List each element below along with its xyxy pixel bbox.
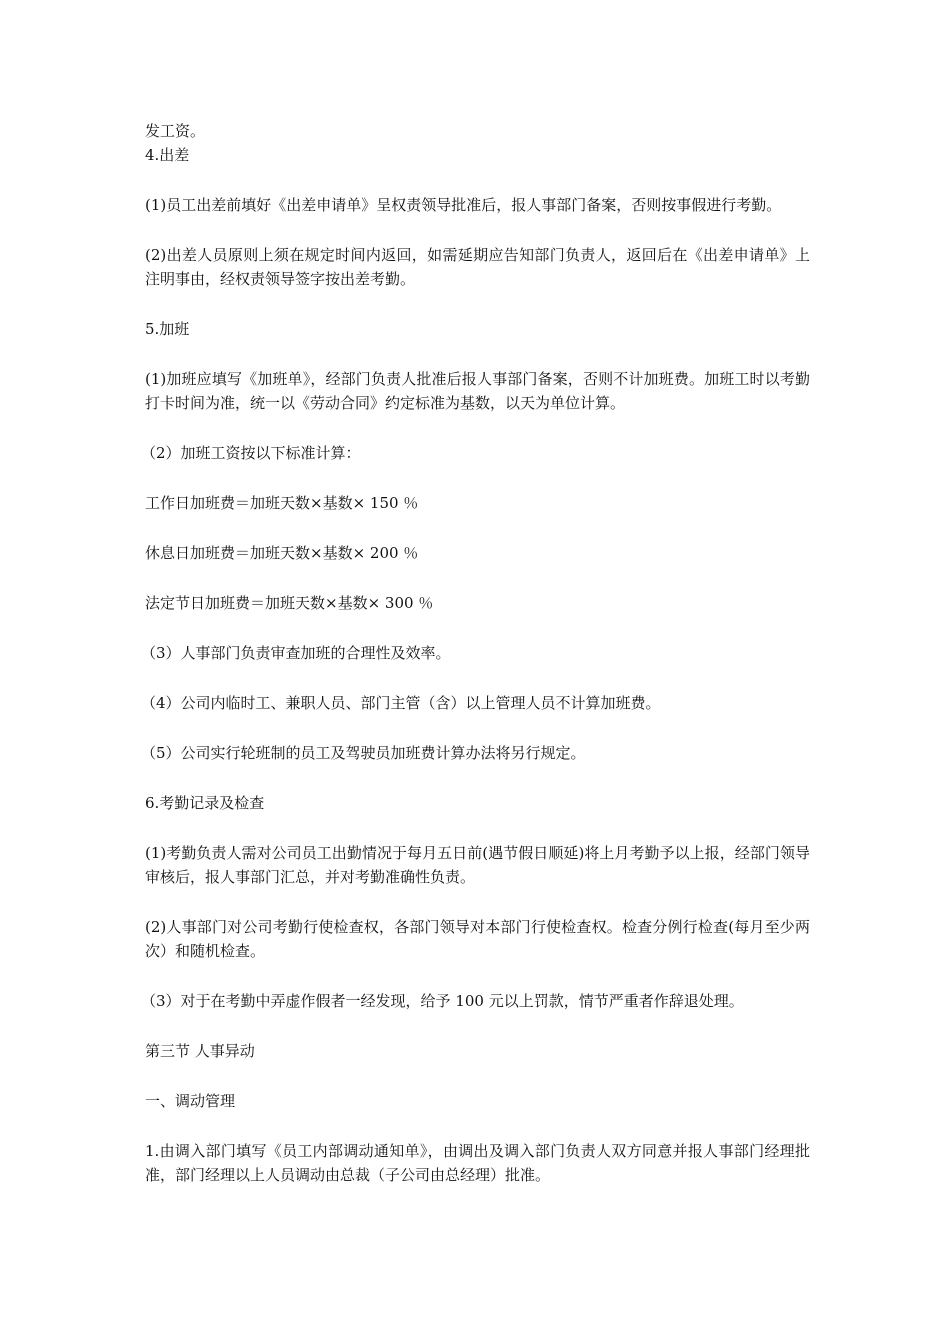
heading-overtime: 5.加班 (145, 320, 190, 338)
formula-restday: 休息日加班费＝加班天数×基数× 200 ％ (145, 544, 419, 562)
paragraph-transfer-1: 1.由调入部门填写《员工内部调动通知单》，由调出及调入部门负责人双方同意并报人事部门经理批准，部门经理以上人员调动由总裁（子公司由总经理）批准。 (145, 1142, 810, 1184)
formula-workday: 工作日加班费＝加班天数×基数× 150 ％ (145, 494, 419, 512)
paragraph-attendance-2: (2)人事部门对公司考勤行使检查权，各部门领导对本部门行使检查权。检查分例行检查(每月至少两次）和随机检查。 (145, 918, 810, 960)
paragraph-overtime-3: （3）人事部门负责审查加班的合理性及效率。 (141, 644, 451, 662)
section-title-personnel-changes: 第三节 人事异动 (145, 1042, 255, 1060)
paragraph-attendance-1: (1)考勤负责人需对公司员工出勤情况于每月五日前(遇节假日顺延)将上月考勤予以上报，经部门领导审核后，报人事部门汇总，并对考勤准确性负责。 (145, 844, 810, 886)
paragraph-trip-1: (1)员工出差前填好《出差申请单》呈权责领导批准后，报人事部门备案，否则按事假进行考勤。 (145, 196, 782, 214)
heading-transfer-management: 一、调动管理 (145, 1092, 236, 1110)
paragraph-overtime-4: （4）公司内临时工、兼职人员、部门主管（含）以上管理人员不计算加班费。 (141, 694, 661, 712)
paragraph-attendance-3: （3）对于在考勤中弄虚作假者一经发现，给予 100 元以上罚款，情节严重者作辞退处理。 (141, 992, 744, 1010)
paragraph-trip-2: (2)出差人员原则上须在规定时间内返回，如需延期应告知部门负责人，返回后在《出差申请单》上注明事由，经权责领导签字按出差考勤。 (145, 246, 810, 288)
paragraph-overtime-5: （5）公司实行轮班制的员工及驾驶员加班费计算办法将另行规定。 (141, 744, 586, 762)
paragraph-overtime-1: (1)加班应填写《加班单》，经部门负责人批准后报人事部门备案，否则不计加班费。加班工时以考勤打卡时间为准，统一以《劳动合同》约定标准为基数，以天为单位计算。 (145, 370, 810, 412)
heading-attendance-records: 6.考勤记录及检查 (145, 794, 265, 812)
document-page (141, 119, 810, 1187)
formula-holiday: 法定节日加班费＝加班天数×基数× 300 ％ (145, 594, 434, 612)
heading-business-trip: 4.出差 (145, 146, 190, 164)
paragraph-overtime-2: （2）加班工资按以下标准计算： (141, 444, 361, 462)
paragraph-continuation: 发工资。 (145, 122, 206, 140)
